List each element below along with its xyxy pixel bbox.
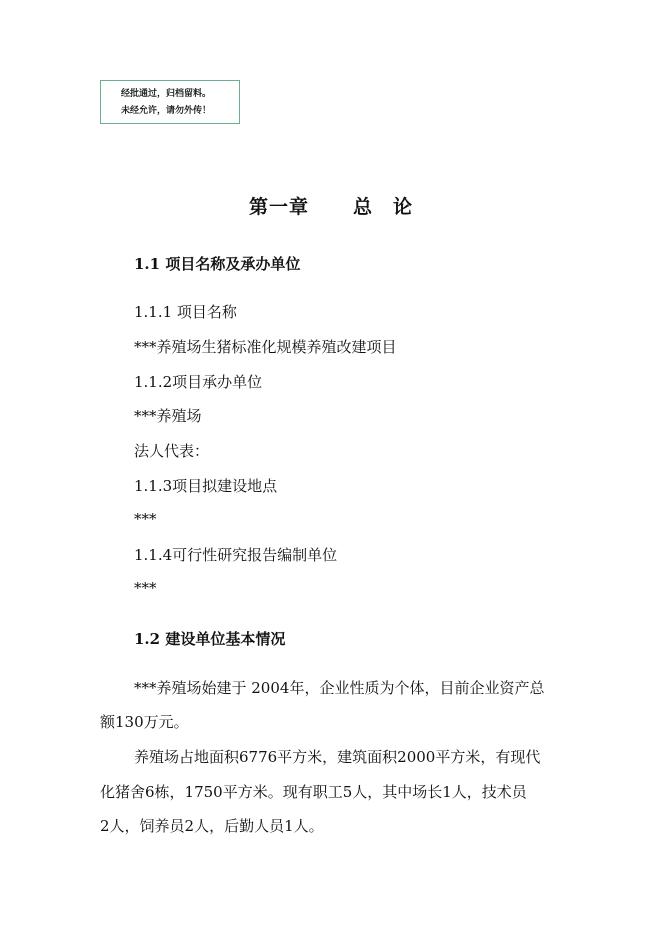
subsection-1-1-1-label: 1.1.1 项目名称 — [134, 303, 237, 321]
paragraph-1-line-2: 额130万元。 — [100, 713, 189, 731]
subsection-1-1-3-label: 1.1.3项目拟建设地点 — [134, 477, 278, 495]
subsection-1-1-1-value: ***养殖场生猪标准化规模养殖改建项目 — [134, 338, 397, 356]
chapter-heading — [0, 192, 662, 219]
section-1-1-heading: 1.1 项目名称及承办单位 — [134, 255, 301, 273]
chapter-label: 第一章 — [248, 196, 309, 218]
stamp-line-2: 未经允许，请勿外传！ — [121, 106, 212, 116]
subsection-1-1-4-value: *** — [134, 579, 157, 597]
subsection-1-1-2-value: ***养殖场 — [134, 407, 202, 425]
subsection-1-1-3-value: *** — [134, 510, 157, 528]
legal-representative: 法人代表： — [134, 442, 210, 460]
stamp-line-1: 经批通过，归档留料。 — [121, 89, 212, 99]
paragraph-2-line-2: 化猪舍6栋，1750平方米。现有职工5人，其中场长1人，技术员 — [100, 783, 527, 801]
paragraph-2-line-1: 养殖场占地面积6776平方米，建筑面积2000平方米，有现代 — [134, 748, 541, 766]
subsection-1-1-2-label: 1.1.2项目承办单位 — [134, 373, 263, 391]
paragraph-2-line-3: 2人，饲养员2人，后勤人员1人。 — [100, 817, 324, 835]
paragraph-1-line-1: ***养殖场始建于 2004年，企业性质为个体，目前企业资产总 — [134, 679, 545, 697]
section-1-2-heading: 1.2 建设单位基本情况 — [134, 630, 286, 648]
chapter-title: 总 论 — [353, 196, 414, 218]
approval-stamp — [100, 80, 240, 124]
subsection-1-1-4-label: 1.1.4可行性研究报告编制单位 — [134, 546, 338, 564]
